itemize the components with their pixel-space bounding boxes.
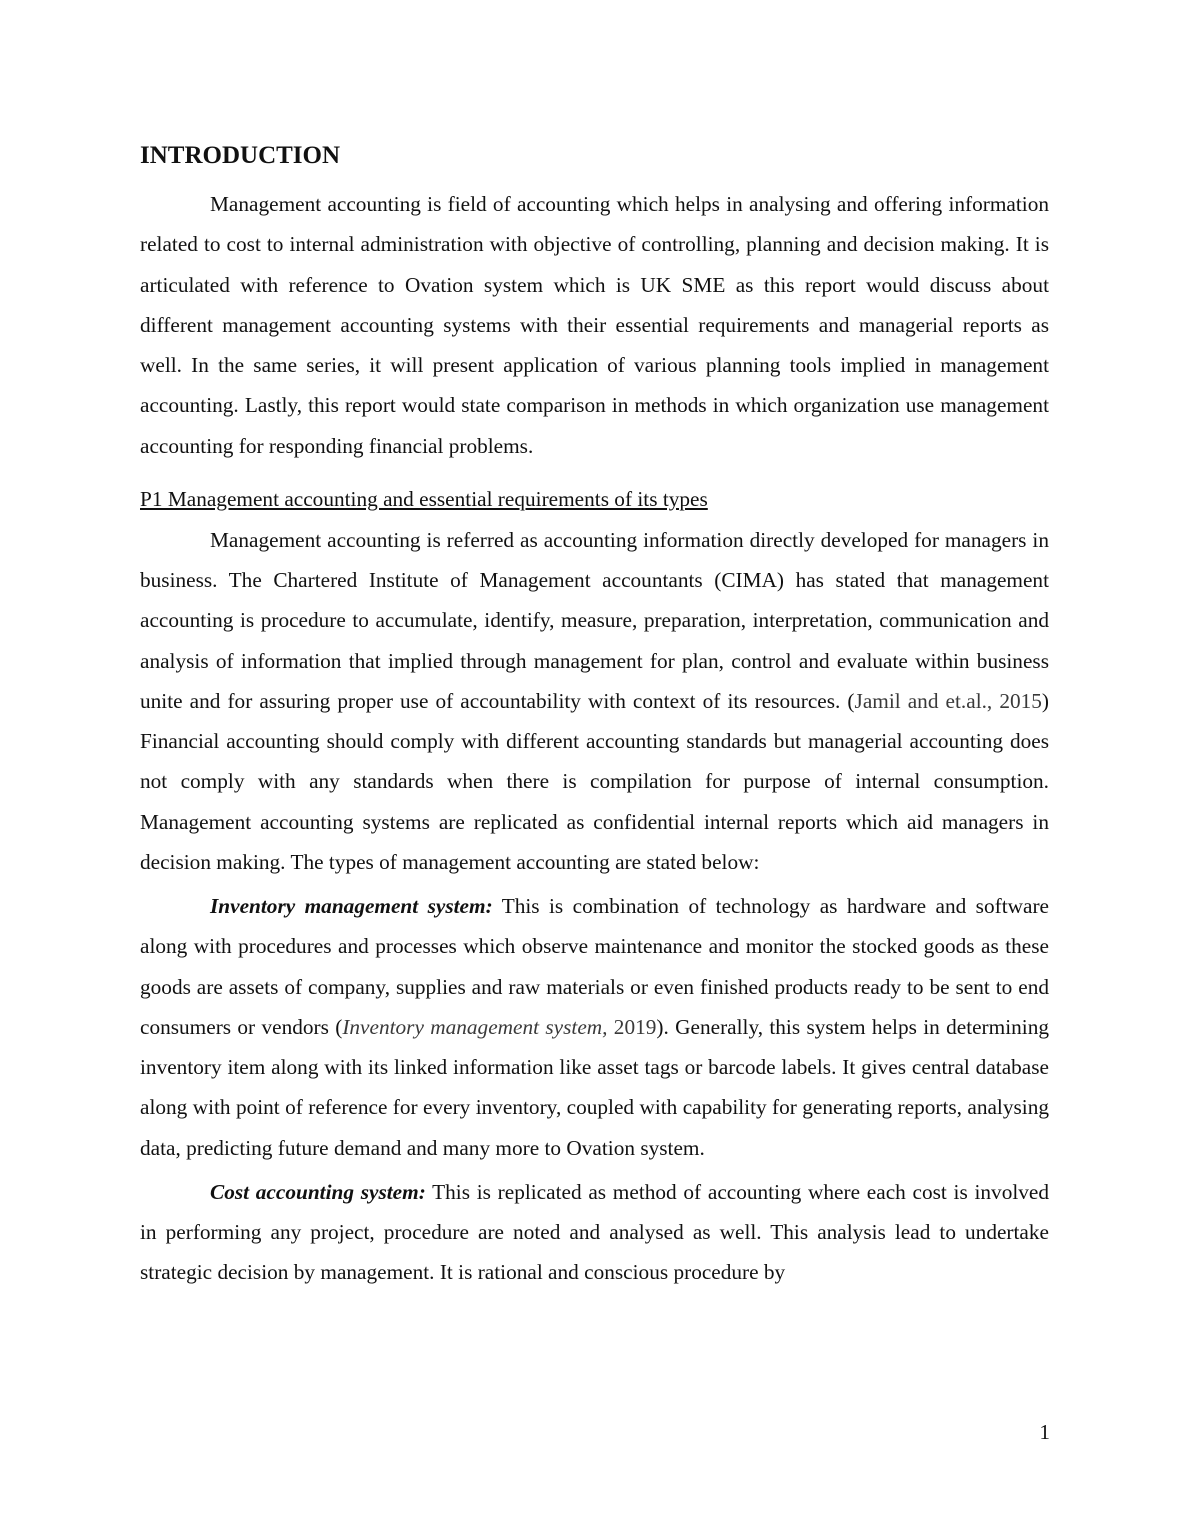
citation-jamil: Jamil and et.al., 2015 — [854, 688, 1042, 713]
section-p1-paragraph — [140, 520, 1049, 882]
inventory-management-term: Inventory management system: — [210, 894, 493, 918]
page-number: 1 — [1039, 1420, 1050, 1444]
citation-inventory-title: Inventory management system, — [342, 1014, 608, 1039]
introduction-paragraph: Management accounting is field of accounting which helps in analysing and offering information related to cost to internal administration with objective of controlling, planning and decision making. It is articulated with reference to Ovation system which is UK SME as this report would discuss about different management accounting systems with their essential requirements and managerial reports as well. In the same series, it will present application of various planning tools implied in management accounting. Lastly, this report would state comparison in methods in which organization use management accounting for responding financial problems. — [140, 192, 1049, 458]
inventory-management-paragraph — [140, 886, 1049, 1168]
citation-inventory-year: 2019 — [607, 1014, 657, 1039]
para-text: This is combination of technology as hardware and software along with procedures and processes which observe maintenance and monitor the stocked goods as these goods are assets of company, supplies and raw materials or even finished products ready to be sent to end consumers or vendors ( — [140, 894, 1049, 1039]
cost-accounting-term: Cost accounting system: — [210, 1179, 426, 1204]
introduction-heading: INTRODUCTION — [140, 142, 341, 169]
citation-inventory — [342, 1015, 656, 1039]
para-text: Management accounting is referred as accounting information directly developed for managers in business. The Chartered Institute of Management accountants (CIMA) has stated that management accounting is procedure to accumulate, identify, measure, preparation, interpretation, communication and analysis of information that implied through management for plan, control and evaluate within business unite and for assuring proper use of accountability with context of its resources. ( — [140, 527, 1049, 713]
para-text: ). Generally, this system helps in determining inventory item along with its linked information like asset tags or barcode labels. It gives central database along with point of reference for every inventory, coupled with capability for generating reports, analysing data, predicting future demand and many more to Ovation system. — [140, 1014, 1049, 1160]
page-content — [140, 138, 1049, 1297]
cost-accounting-paragraph — [140, 1172, 1049, 1293]
para-text: ) Financial accounting should comply with different accounting standards but managerial accounting does not comply with any standards when there is compilation for purpose of internal consumption. Management accounting systems are replicated as confidential internal reports which aid managers in decision making. The types of management accounting are stated below: — [140, 688, 1050, 874]
para-text: This is replicated as method of accounting where each cost is involved in performing any project, procedure are noted and analysed as well. This analysis lead to undertake strategic decision by management. It is rational and conscious procedure by — [140, 1179, 1050, 1285]
section-p1-heading: P1 Management accounting and essential requirements of its types — [140, 486, 708, 511]
